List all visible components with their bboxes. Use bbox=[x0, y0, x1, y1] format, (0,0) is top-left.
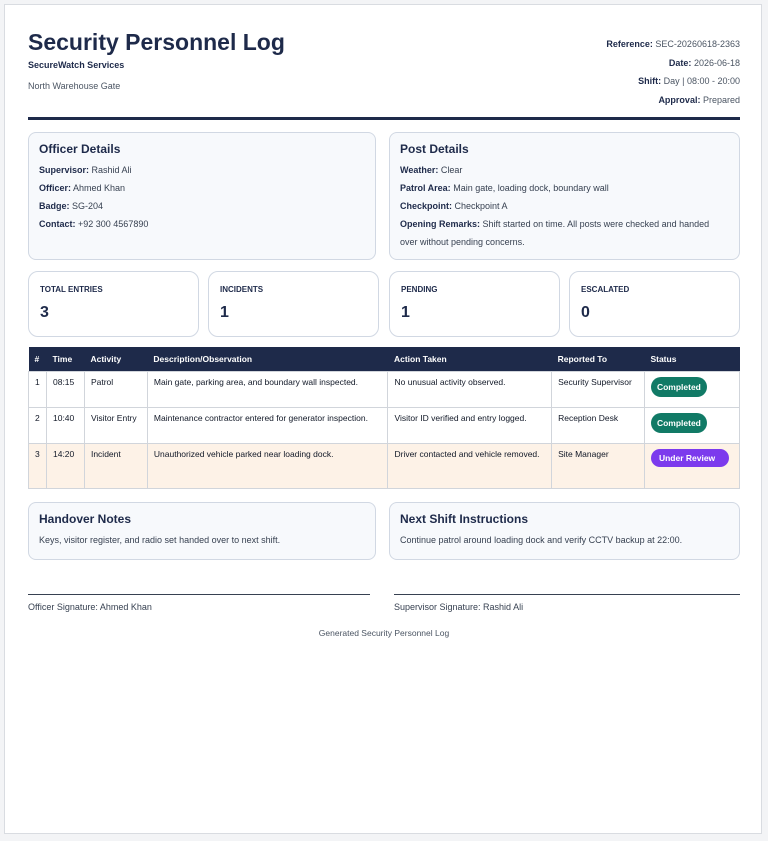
row-description: Maintenance contractor entered for generator inspection. bbox=[147, 408, 388, 444]
row-activity: Patrol bbox=[84, 372, 147, 408]
post-details-card bbox=[389, 132, 740, 260]
row-status bbox=[644, 408, 739, 444]
next-shift-title: Next Shift Instructions bbox=[400, 512, 529, 526]
document-meta bbox=[606, 35, 740, 109]
column-header-status: Status bbox=[644, 347, 739, 372]
row-time: 08:15 bbox=[46, 372, 84, 408]
row-number: 3 bbox=[29, 444, 47, 489]
row-activity: Visitor Entry bbox=[84, 408, 147, 444]
reference-line: Reference: SEC-20260618-2363 bbox=[606, 39, 740, 49]
row-reported-to: Reception Desk bbox=[552, 408, 645, 444]
row-action: No unusual activity observed. bbox=[388, 372, 552, 408]
supervisor-field: Supervisor: Rashid Ali bbox=[39, 165, 132, 175]
supervisor-signature-line bbox=[394, 594, 740, 595]
officer-field: Officer: Ahmed Khan bbox=[39, 183, 126, 193]
row-status bbox=[644, 372, 739, 408]
approval-line: Approval: Prepared bbox=[658, 94, 740, 105]
table-row bbox=[29, 408, 740, 444]
row-action: Visitor ID verified and entry logged. bbox=[388, 408, 552, 444]
row-time: 14:20 bbox=[46, 444, 84, 489]
column-header-number: # bbox=[29, 347, 47, 372]
footer-text: Generated Security Personnel Log bbox=[318, 628, 450, 638]
next-shift-card bbox=[389, 502, 740, 560]
row-reported-to: Security Supervisor bbox=[552, 372, 645, 408]
stat-label: INCIDENTS bbox=[220, 285, 264, 294]
row-status bbox=[644, 444, 739, 489]
contact-field: Contact: +92 300 4567890 bbox=[39, 219, 149, 229]
officer-details-fields bbox=[39, 161, 365, 233]
stat-label: PENDING bbox=[401, 285, 438, 294]
stat-value: 0 bbox=[581, 304, 590, 321]
status-badge: Under Review bbox=[651, 449, 729, 467]
officer-details-card bbox=[28, 132, 376, 260]
handover-notes-text: Keys, visitor register, and radio set handed over to next shift. bbox=[39, 535, 281, 545]
reference-value: SEC-20260618-2363 bbox=[655, 39, 740, 49]
row-reported-to: Site Manager bbox=[552, 444, 645, 489]
stat-value: 1 bbox=[401, 304, 410, 321]
row-description: Main gate, parking area, and boundary wall inspected. bbox=[147, 372, 388, 408]
stat-label: TOTAL ENTRIES bbox=[40, 285, 103, 294]
row-description: Unauthorized vehicle parked near loading dock. bbox=[147, 444, 388, 489]
officer-details-title: Officer Details bbox=[39, 142, 121, 156]
date-line: Date: 2026-06-18 bbox=[668, 57, 740, 68]
supervisor-signature: Supervisor Signature: Rashid Ali bbox=[394, 602, 524, 612]
status-badge: Completed bbox=[651, 413, 707, 433]
table-row bbox=[29, 444, 740, 489]
stat-value: 3 bbox=[40, 304, 49, 321]
post-details-title: Post Details bbox=[400, 142, 469, 156]
site-name: North Warehouse Gate bbox=[28, 81, 121, 91]
patrol-area-field: Patrol Area: Main gate, loading dock, boundary wall bbox=[400, 183, 609, 193]
weather-field: Weather: Clear bbox=[400, 165, 463, 175]
row-time: 10:40 bbox=[46, 408, 84, 444]
column-header-description: Description/Observation bbox=[147, 347, 388, 372]
stat-value: 1 bbox=[220, 304, 229, 321]
status-badge: Completed bbox=[651, 377, 707, 397]
log-content bbox=[28, 5, 740, 638]
handover-notes-title: Handover Notes bbox=[39, 512, 132, 526]
column-header-action: Action Taken bbox=[388, 347, 552, 372]
activity-log-table bbox=[28, 347, 740, 489]
post-details-fields bbox=[400, 161, 729, 251]
row-number: 1 bbox=[29, 372, 47, 408]
date-value: 2026-06-18 bbox=[693, 57, 740, 68]
row-number: 2 bbox=[29, 408, 47, 444]
stat-pending bbox=[389, 271, 560, 337]
stat-escalated bbox=[569, 271, 740, 337]
row-action: Driver contacted and vehicle removed. bbox=[388, 444, 552, 489]
document-header bbox=[28, 5, 740, 120]
table-header-row bbox=[29, 347, 740, 372]
table-row bbox=[29, 372, 740, 408]
shift-line: Shift: Day | 08:00 - 20:00 bbox=[638, 76, 740, 86]
officer-signature-line bbox=[28, 594, 370, 595]
column-header-time: Time bbox=[46, 347, 84, 372]
stat-label: ESCALATED bbox=[581, 285, 630, 294]
next-shift-text: Continue patrol around loading dock and verify CCTV backup at 22:00. bbox=[400, 535, 683, 545]
column-header-reported-to: Reported To bbox=[552, 347, 645, 372]
checkpoint-field: Checkpoint: Checkpoint A bbox=[400, 201, 508, 211]
handover-notes-card bbox=[28, 502, 376, 560]
page-title: Security Personnel Log bbox=[28, 29, 285, 55]
log-sheet bbox=[4, 4, 762, 834]
opening-remarks-field: Opening Remarks: Shift started on time. All posts were checked and handed over without pending concerns. bbox=[400, 219, 710, 247]
officer-signature: Officer Signature: Ahmed Khan bbox=[28, 602, 152, 612]
shift-value: Day | 08:00 - 20:00 bbox=[663, 76, 740, 86]
badge-field: Badge: SG-204 bbox=[39, 201, 104, 211]
column-header-activity: Activity bbox=[84, 347, 147, 372]
approval-value: Prepared bbox=[702, 94, 740, 105]
organization-name: SecureWatch Services bbox=[28, 60, 125, 70]
stat-incidents bbox=[208, 271, 379, 337]
row-activity: Incident bbox=[84, 444, 147, 489]
stat-total-entries bbox=[28, 271, 199, 337]
